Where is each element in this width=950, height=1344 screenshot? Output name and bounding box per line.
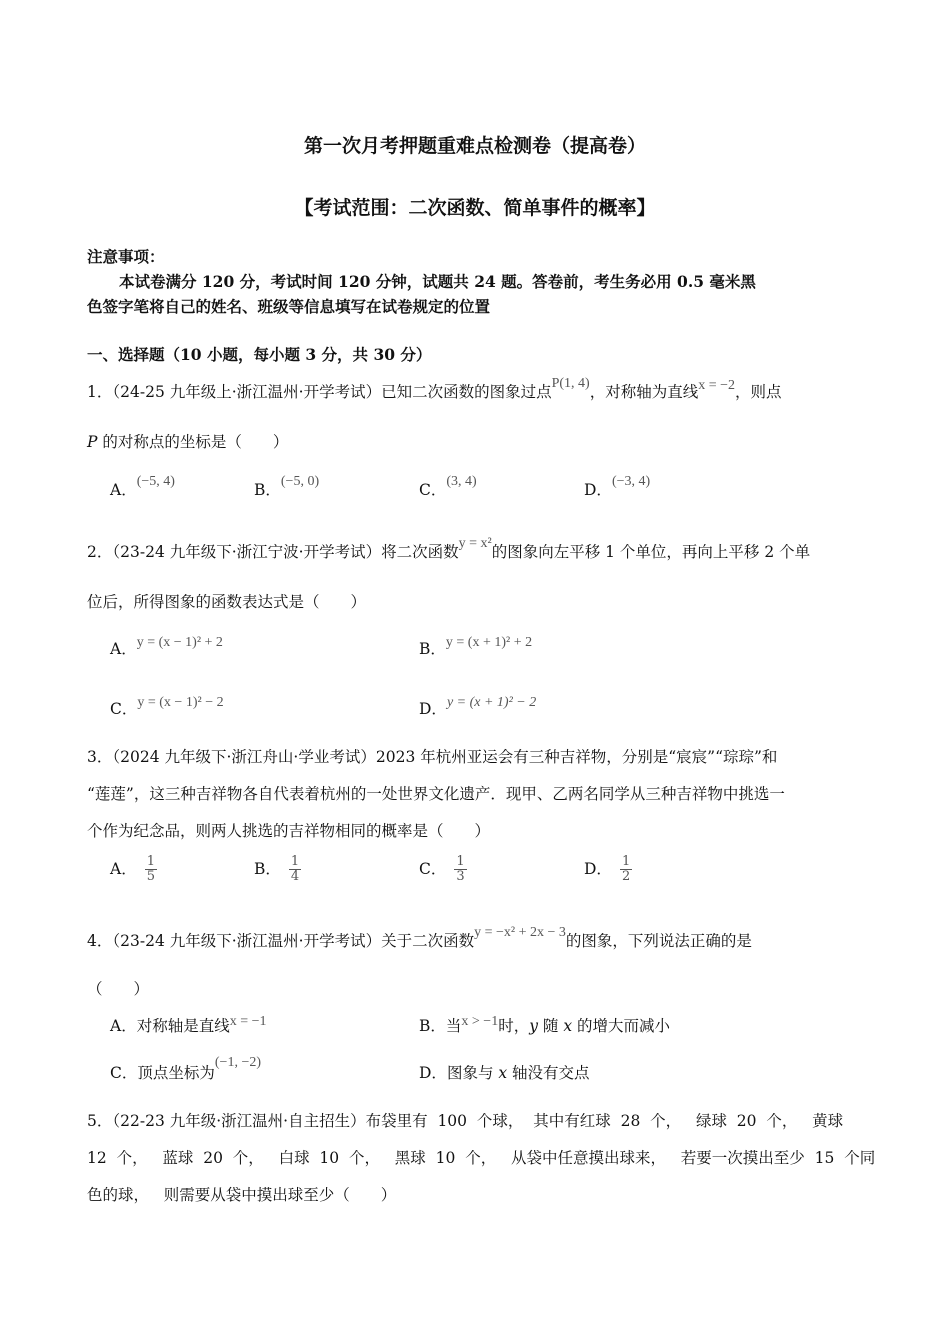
option-d[interactable]: D． $\frac{1}{2}$ <box>584 854 631 885</box>
option-a[interactable]: A． $\frac{1}{5}$ <box>110 854 155 885</box>
option-a[interactable]: A．y = (x − 1)² + 2 <box>110 635 223 658</box>
question-5 <box>87 1109 843 1131</box>
question-text: （23-24 九年级下·浙江温州·开学考试）关于二次函数 <box>112 932 475 950</box>
option-b[interactable]: B． $\frac{1}{4}$ <box>254 854 300 885</box>
question-text: 的对称点的坐标是（ ） <box>97 433 289 451</box>
variable-p: P <box>87 433 98 451</box>
question-text: （22-23 九年级·浙江温州·自主招生）布袋里有 100 个球， 其中有红球 28 个， 绿球 20 个， 黄球 <box>112 1112 844 1130</box>
question-3-line-3: 个作为纪念品，则两人挑选的吉祥物相同的概率是（ ） <box>87 822 491 840</box>
option-c[interactable]: C．(3, 4) <box>419 474 477 499</box>
math-function: y = −x² + 2x − 3 <box>474 925 566 940</box>
option-a[interactable]: A．(−5, 4) <box>110 474 175 499</box>
question-number: 4． <box>87 932 113 950</box>
question-text: 的图象，下列说法正确的是 <box>565 932 752 950</box>
question-text: （2024 九年级下·浙江舟山·学业考试）2023 年杭州亚运会有三种吉祥物，分别是“宸宸”“琮琮”和 <box>112 748 778 766</box>
math-axis: x = −2 <box>698 378 736 393</box>
section-heading: 一、选择题（10 小题，每小题 3 分，共 30 分） <box>87 345 432 364</box>
option-b[interactable]: B．当x > −1时，y 随 x 的增大而减小 <box>419 1014 671 1035</box>
question-3 <box>87 745 777 767</box>
math-point: P(1, 4) <box>551 376 590 391</box>
question-4-line-2: （ ） <box>87 980 150 998</box>
question-text: （24-25 九年级上·浙江温州·开学考试）已知二次函数的图象过点 <box>112 383 552 401</box>
question-text: 的图象向左平移 1 个单位，再向上平移 2 个单 <box>491 543 811 561</box>
option-c[interactable]: C．顶点坐标为(−1, −2) <box>110 1055 262 1082</box>
question-1-line-2 <box>87 430 288 452</box>
question-4 <box>87 925 752 951</box>
question-number: 1． <box>87 383 113 401</box>
notice-line-1: 本试卷满分 120 分，考试时间 120 分钟，试题共 24 题。答卷前，考生务必用 0.5 毫米黑 <box>119 272 756 291</box>
option-b[interactable]: B．(−5, 0) <box>254 474 320 499</box>
question-2 <box>87 536 811 562</box>
question-number: 3． <box>87 748 113 766</box>
question-text: ，对称轴为直线 <box>589 383 699 401</box>
question-1 <box>87 376 782 402</box>
option-d[interactable]: D．图象与 x 轴没有交点 <box>419 1064 590 1082</box>
question-text: （23-24 九年级下·浙江宁波·开学考试）将二次函数 <box>112 543 459 561</box>
page-title: 第一次月考押题重难点检测卷（提高卷） <box>303 135 646 157</box>
question-2-line-2: 位后，所得图象的函数表达式是（ ） <box>87 593 367 611</box>
question-3-line-2: “莲莲”，这三种吉祥物各自代表着杭州的一处世界文化遗产．现甲、乙两名同学从三种吉祥物中挑选一 <box>87 785 785 803</box>
question-text: ，则点 <box>735 383 782 401</box>
math-function: y = x² <box>458 536 492 551</box>
notice-line-2: 色签字笔将自己的姓名、班级等信息填写在试卷规定的位置 <box>87 297 491 316</box>
notice-heading: 注意事项： <box>87 247 165 266</box>
option-c[interactable]: C．y = (x − 1)² − 2 <box>110 695 224 718</box>
option-b[interactable]: B．y = (x + 1)² + 2 <box>419 635 533 658</box>
question-number: 2． <box>87 543 113 561</box>
question-5-line-3: 色的球， 则需要从袋中摸出球至少（ ） <box>87 1186 397 1204</box>
option-d[interactable]: D．(−3, 4) <box>584 474 651 499</box>
question-5-line-2: 12 个， 蓝球 20 个， 白球 10 个， 黑球 10 个， 从袋中任意摸出球来， 若要一次摸出至少 15 个同 <box>87 1149 876 1167</box>
question-number: 5． <box>87 1112 113 1130</box>
option-c[interactable]: C． $\frac{1}{3}$ <box>419 854 465 885</box>
option-a[interactable]: A．对称轴是直线x = −1 <box>110 1014 267 1035</box>
exam-scope: 【考试范围：二次函数、简单事件的概率】 <box>294 197 656 219</box>
option-d[interactable]: D．y = (x + 1)² − 2 <box>419 695 537 718</box>
